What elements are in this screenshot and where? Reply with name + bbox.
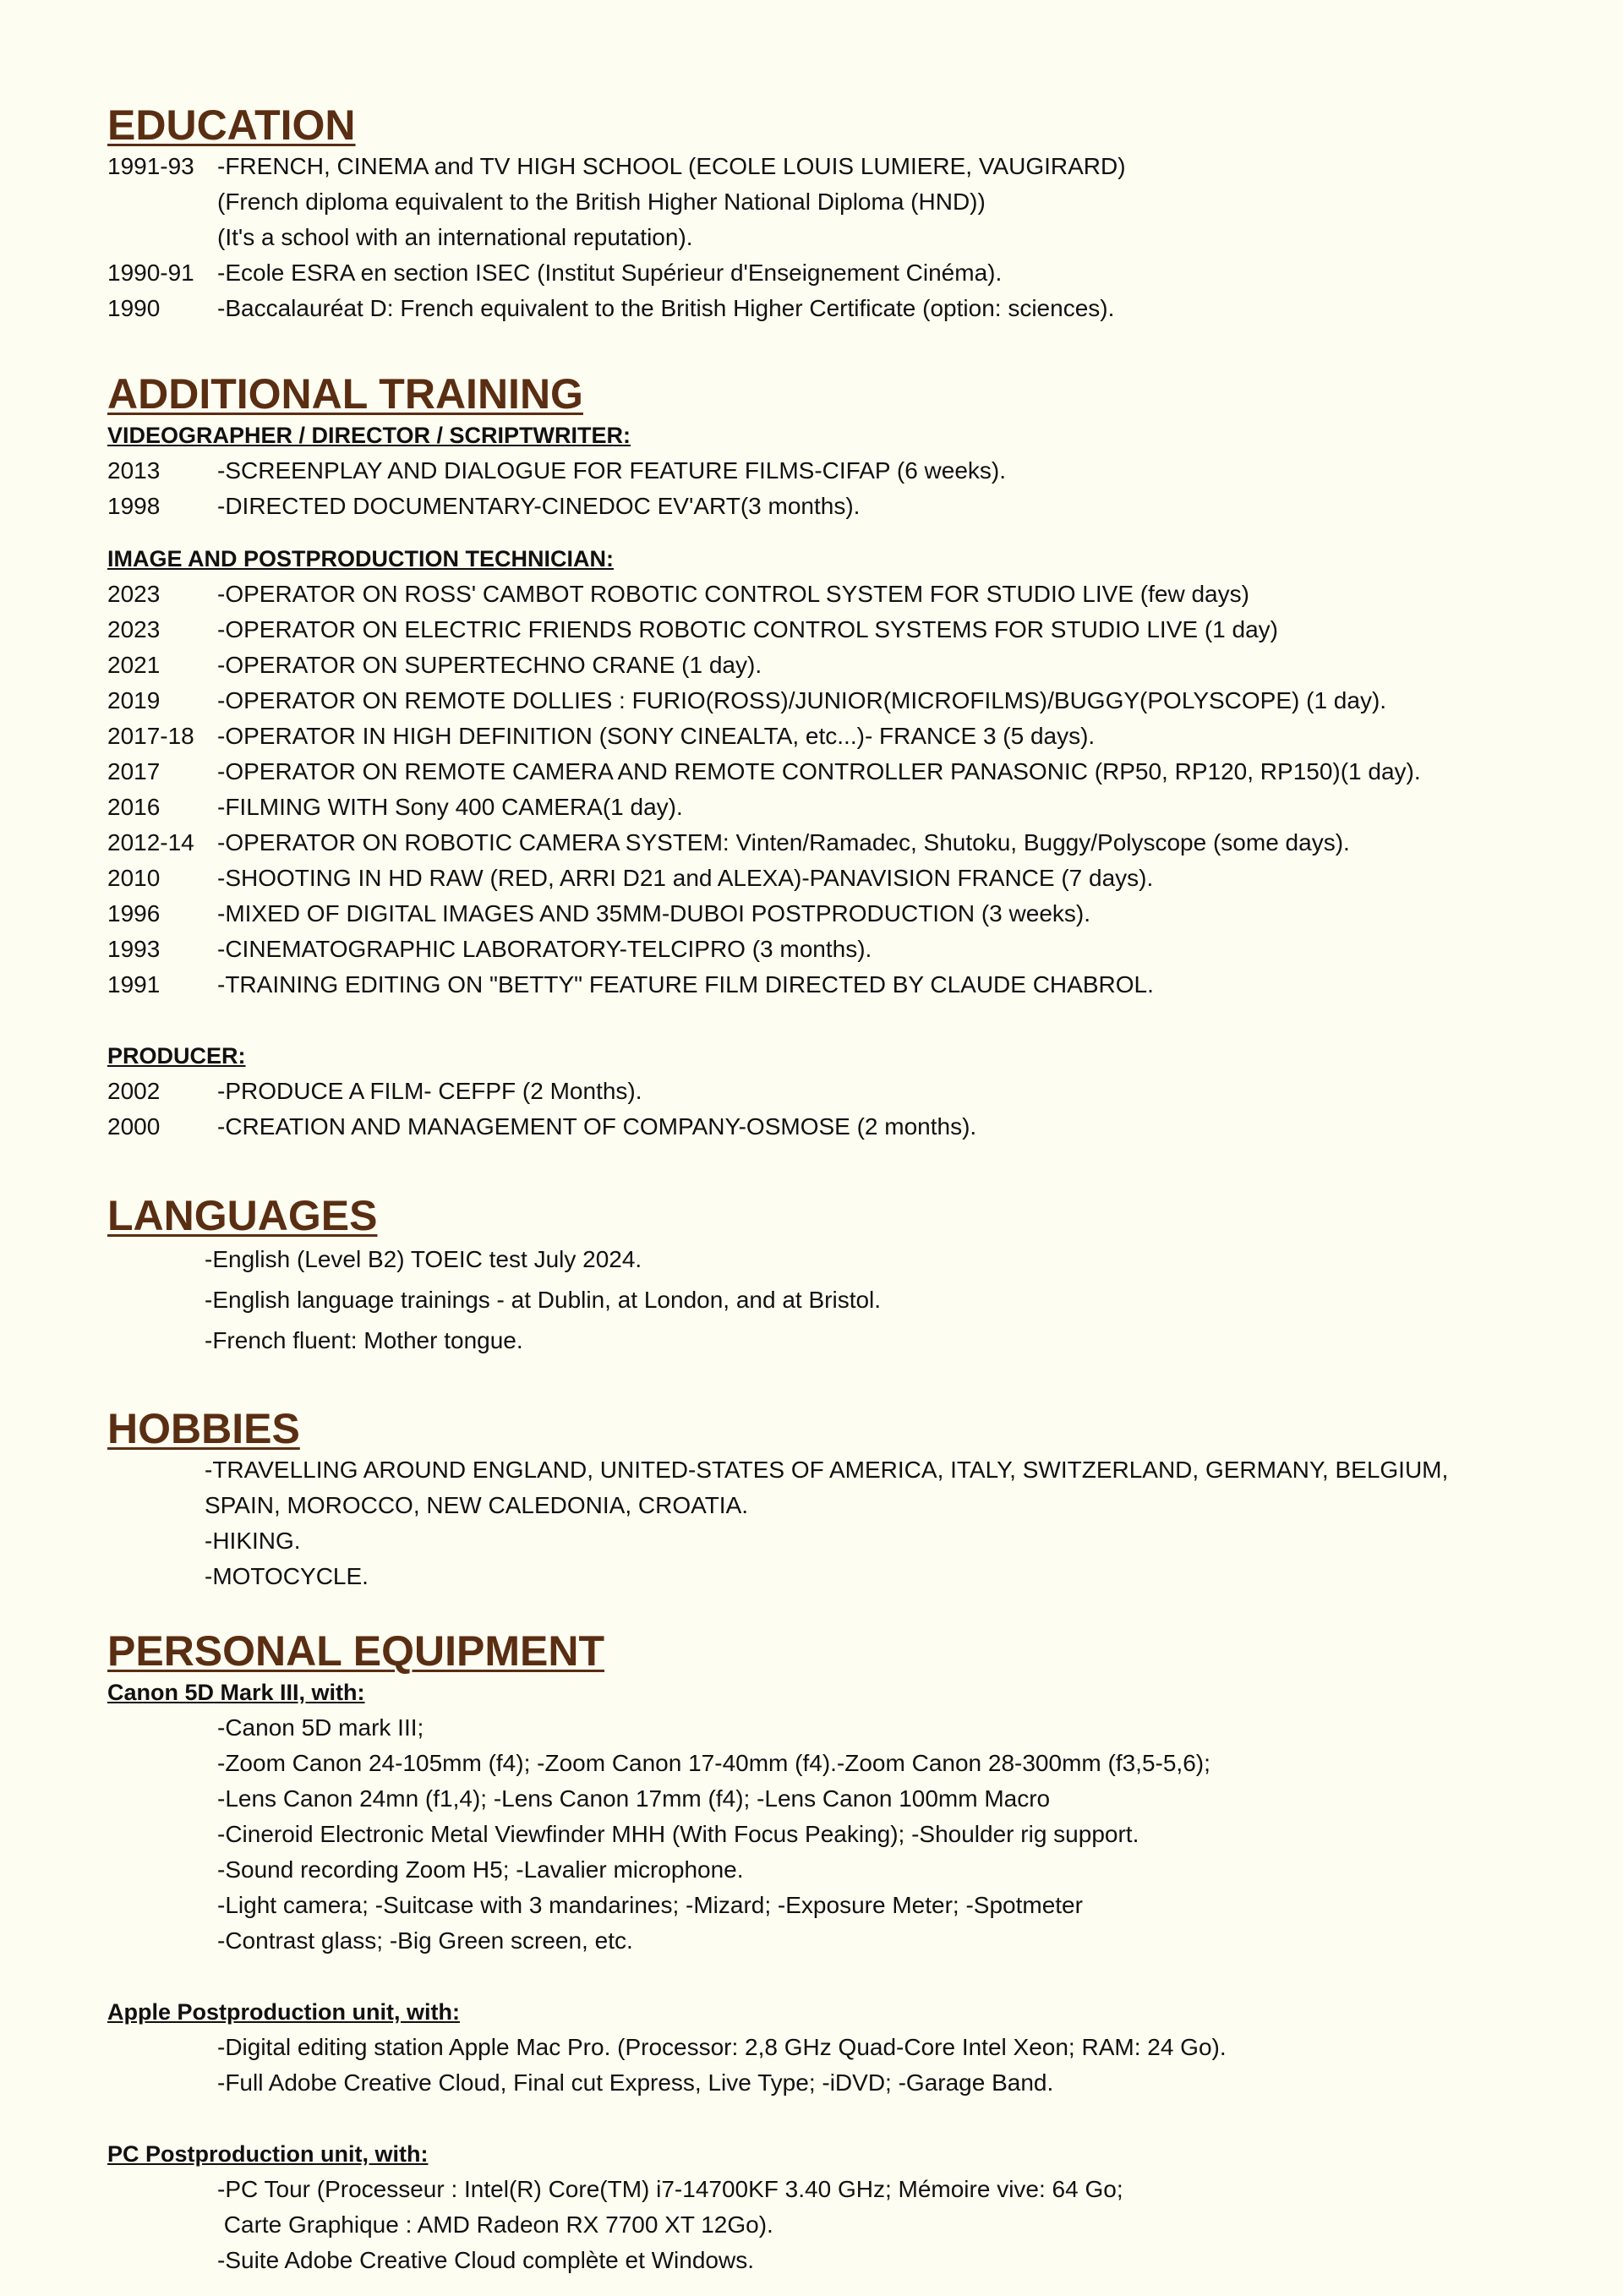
education-row xyxy=(107,149,1527,184)
hobby-item: -MOTOCYCLE. xyxy=(205,1563,369,1589)
language-item: -English language trainings - at Dublin, at London, and at Bristol. xyxy=(205,1287,882,1313)
hobbies-section xyxy=(107,1405,1527,1594)
training-row xyxy=(107,1074,1527,1109)
training-text: -SCREENPLAY AND DIALOGUE FOR FEATURE FILMS-CIFAP (6 weeks). xyxy=(217,457,1007,484)
training-year: 2000 xyxy=(107,1113,161,1140)
training-row xyxy=(107,754,1527,790)
training-row xyxy=(107,932,1527,967)
training-row xyxy=(107,967,1527,1003)
education-text: -Ecole ESRA en section ISEC (Institut Supérieur d'Enseignement Cinéma). xyxy=(217,260,1003,286)
videographer-heading: VIDEOGRAPHER / DIRECTOR / SCRIPTWRITER: xyxy=(107,423,631,448)
training-year: 2021 xyxy=(107,652,161,678)
equipment-item: -Canon 5D mark III; xyxy=(217,1714,424,1741)
producer-heading: PRODUCER: xyxy=(107,1043,246,1069)
education-section xyxy=(107,101,1527,326)
equipment-item: -PC Tour (Processeur : Intel(R) Core(TM) i7-14700KF 3.40 GHz; Mémoire vive: 64 Go; xyxy=(217,2176,1123,2202)
education-year: 1991-93 xyxy=(107,153,194,179)
training-text: -DIRECTED DOCUMENTARY-CINEDOC EV'ART(3 months). xyxy=(217,493,861,519)
apple-heading: Apple Postproduction unit, with: xyxy=(107,1999,460,2025)
education-year: 1990-91 xyxy=(107,260,194,286)
training-row xyxy=(107,1109,1527,1145)
training-text: -SHOOTING IN HD RAW (RED, ARRI D21 and ALEXA)-PANAVISION FRANCE (7 days). xyxy=(217,865,1154,891)
training-row xyxy=(107,719,1527,754)
education-text-cont: (It's a school with an international reputation). xyxy=(217,224,693,250)
education-text-cont: (French diploma equivalent to the British Higher National Diploma (HND)) xyxy=(217,189,986,215)
languages-title: LANGUAGES xyxy=(107,1192,378,1239)
education-row xyxy=(107,291,1527,326)
training-text: -CREATION AND MANAGEMENT OF COMPANY-OSMOSE (2 months). xyxy=(217,1113,977,1140)
language-item: -English (Level B2) TOEIC test July 2024. xyxy=(205,1246,642,1272)
canon-heading: Canon 5D Mark III, with: xyxy=(107,1680,365,1705)
hobby-item: -HIKING. xyxy=(205,1528,301,1554)
training-year: 2012-14 xyxy=(107,829,194,856)
training-text: -OPERATOR IN HIGH DEFINITION (SONY CINEALTA, etc...)- FRANCE 3 (5 days). xyxy=(217,723,1096,749)
training-row xyxy=(107,648,1527,683)
education-title: EDUCATION xyxy=(107,101,356,149)
education-text: -FRENCH, CINEMA and TV HIGH SCHOOL (ECOLE LOUIS LUMIERE, VAUGIRARD) xyxy=(217,153,1126,179)
training-year: 2016 xyxy=(107,794,161,820)
training-text: -CINEMATOGRAPHIC LABORATORY-TELCIPRO (3 months). xyxy=(217,936,872,962)
equipment-title: PERSONAL EQUIPMENT xyxy=(107,1627,605,1675)
hobby-item: SPAIN, MOROCCO, NEW CALEDONIA, CROATIA. xyxy=(205,1492,749,1518)
training-year: 2017-18 xyxy=(107,723,194,749)
training-year: 2010 xyxy=(107,865,161,891)
equipment-item: Carte Graphique : AMD Radeon RX 7700 XT 12Go). xyxy=(217,2211,773,2238)
languages-section xyxy=(107,1192,1527,1361)
training-row xyxy=(107,683,1527,719)
training-row xyxy=(107,790,1527,825)
education-row xyxy=(107,255,1527,291)
training-row xyxy=(107,896,1527,932)
image-heading: IMAGE AND POSTPRODUCTION TECHNICIAN: xyxy=(107,546,614,571)
training-year: 1998 xyxy=(107,493,161,519)
training-text: -OPERATOR ON ROBOTIC CAMERA SYSTEM: Vinten/Ramadec, Shutoku, Buggy/Polyscope (some days). xyxy=(217,829,1350,856)
training-title: ADDITIONAL TRAINING xyxy=(107,370,583,418)
equipment-item: -Cineroid Electronic Metal Viewfinder MHH (With Focus Peaking); -Shoulder rig support. xyxy=(217,1821,1139,1847)
equipment-item: -Zoom Canon 24-105mm (f4); -Zoom Canon 17-40mm (f4).-Zoom Canon 28-300mm (f3,5-5,6); xyxy=(217,1750,1210,1776)
education-year: 1990 xyxy=(107,295,161,321)
training-year: 1991 xyxy=(107,971,161,998)
training-row xyxy=(107,612,1527,648)
training-text: -TRAINING EDITING ON "BETTY" FEATURE FILM DIRECTED BY CLAUDE CHABROL. xyxy=(217,971,1154,998)
equipment-item: -Contrast glass; -Big Green screen, etc. xyxy=(217,1927,633,1954)
equipment-item: -Digital editing station Apple Mac Pro. (Processor: 2,8 GHz Quad-Core Intel Xeon; RAM: 24 Go). xyxy=(217,2034,1227,2060)
training-year: 2002 xyxy=(107,1078,161,1104)
training-year: 2013 xyxy=(107,457,161,484)
training-year: 2023 xyxy=(107,581,161,607)
equipment-section xyxy=(107,1627,1527,2278)
training-year: 1993 xyxy=(107,936,161,962)
training-year: 2017 xyxy=(107,758,161,784)
training-row xyxy=(107,489,1527,524)
training-text: -OPERATOR ON ELECTRIC FRIENDS ROBOTIC CONTROL SYSTEMS FOR STUDIO LIVE (1 day) xyxy=(217,616,1278,642)
pc-heading: PC Postproduction unit, with: xyxy=(107,2141,429,2167)
training-text: -OPERATOR ON REMOTE DOLLIES : FURIO(ROSS)/JUNIOR(MICROFILMS)/BUGGY(POLYSCOPE) (1 day). xyxy=(217,687,1387,713)
training-text: -OPERATOR ON ROSS' CAMBOT ROBOTIC CONTROL SYSTEM FOR STUDIO LIVE (few days) xyxy=(217,581,1249,607)
training-text: -MIXED OF DIGITAL IMAGES AND 35MM-DUBOI POSTPRODUCTION (3 weeks). xyxy=(217,900,1091,927)
training-year: 1996 xyxy=(107,900,161,927)
training-text: -FILMING WITH Sony 400 CAMERA(1 day). xyxy=(217,794,683,820)
equipment-item: -Light camera; -Suitcase with 3 mandarines; -Mizard; -Exposure Meter; -Spotmeter xyxy=(217,1892,1083,1918)
training-row xyxy=(107,825,1527,861)
hobbies-title: HOBBIES xyxy=(107,1405,300,1452)
training-text: -PRODUCE A FILM- CEFPF (2 Months). xyxy=(217,1078,642,1104)
equipment-item: -Suite Adobe Creative Cloud complète et Windows. xyxy=(217,2247,754,2273)
hobby-item: -TRAVELLING AROUND ENGLAND, UNITED-STATES OF AMERICA, ITALY, SWITZERLAND, GERMANY, BELGIUM, xyxy=(205,1457,1449,1483)
equipment-item: -Full Adobe Creative Cloud, Final cut Express, Live Type; -iDVD; -Garage Band. xyxy=(217,2069,1054,2096)
training-row xyxy=(107,453,1527,489)
language-item: -French fluent: Mother tongue. xyxy=(205,1327,523,1353)
training-row xyxy=(107,861,1527,896)
training-text: -OPERATOR ON REMOTE CAMERA AND REMOTE CONTROLLER PANASONIC (RP50, RP120, RP150)(1 day). xyxy=(217,758,1421,784)
training-year: 2023 xyxy=(107,616,161,642)
training-row xyxy=(107,577,1527,612)
training-text: -OPERATOR ON SUPERTECHNO CRANE (1 day). xyxy=(217,652,762,678)
training-section xyxy=(107,370,1527,1145)
education-text: -Baccalauréat D: French equivalent to the British Higher Certificate (option: sciences). xyxy=(217,295,1115,321)
equipment-item: -Lens Canon 24mn (f1,4); -Lens Canon 17mm (f4); -Lens Canon 100mm Macro xyxy=(217,1785,1051,1812)
training-year: 2019 xyxy=(107,687,161,713)
equipment-item: -Sound recording Zoom H5; -Lavalier microphone. xyxy=(217,1856,744,1883)
